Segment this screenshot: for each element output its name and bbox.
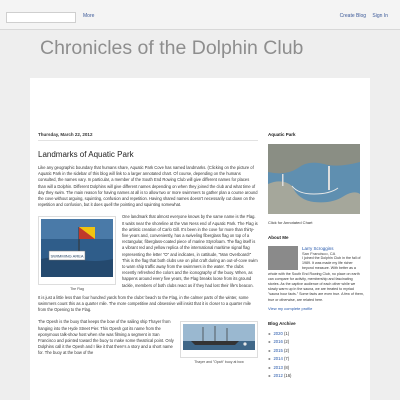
about-me-title: About Me [268, 235, 289, 240]
ship-photo-caption: Thayer and "Opah" buoy at bow [194, 360, 244, 365]
post-paragraph-4: The Opesh is the buoy that keeps the bow of the sailing ship Thayer from hanging into the Hyde Street Pier. This Opesh got its name from the eponymous talk-show host when she was filming a segment in San Francisco and pointed toward the buoy to make some theatrical point. Only Dolphins call it the Opesh and I like it that there's a story and a short name for. The buoy at the bow of the [38, 319, 174, 356]
create-blog-link[interactable]: Create Blog [339, 13, 367, 19]
expand-triangle-icon[interactable]: ► [268, 374, 272, 379]
post-paragraph-2: One landmark that almost everyone knows by the same name is the Flag. It waits near the shoreline at the Van Ness end of Aquatic Park. The Flag is the artistic creation of Carlo Gill. It's been in the cove for more than thirty-five years and, conveniently, has a swiveling fiberglass flag on top of a rectangular, fiberglass-coated piece of marine Styrofoam. The flag itself is a vibrant red and yellow replica of the international maritime signal flag representing the letter "O" and indicates, in cattitude, "Man Overboard!" This is the flag that both clubs use on pilot craft during an out-of-cove swim to warn ship traffic away from the swimmers in the water. The clubs recently refreshed the colors and the iconography of the buoy. When, as happens around every five years, the Flag breaks loose from its ground tackle, members of both clubs react as if they had lost their life's beacon. [122, 214, 258, 288]
post-title[interactable]: Landmarks of Aquatic Park [38, 150, 134, 159]
blog-title[interactable]: Chronicles of the Dolphin Club [40, 37, 304, 59]
expand-triangle-icon[interactable]: ► [268, 340, 272, 345]
archive-item[interactable] [268, 373, 364, 382]
author-name-link[interactable]: Larry Scroggins [302, 246, 334, 251]
archive-item[interactable] [268, 331, 364, 340]
archive-year[interactable]: 2013 [273, 364, 283, 370]
archive-year[interactable]: 2014 [273, 356, 283, 362]
ship-photo-frame [180, 321, 258, 358]
flag-photo[interactable] [38, 216, 116, 291]
blog-archive-title: Blog Archive [268, 320, 296, 326]
navbar-search-input[interactable] [6, 12, 76, 23]
sidebar [268, 132, 364, 382]
archive-item[interactable] [268, 356, 364, 365]
post-paragraph-1: Like any geographic boundary that humans share, Aquatic Park Cove has named landmarks. (Clicking on the picture of Aquatic Park in the sidebar of this blog will link to a larger annotated chart. Of course, depending on the humans consulted, the names vary. In particular, a member of the South End Rowing Club will give different names for places than will a Dolphin. Different Dolphins will give different names depending on when they joined the club and what time of day they swim. The main reason for having names at all is to allow two or more swimmers to gather plan a course around the cove without arguing, squinting, confusion and repetition. Having shared names doesn't necessarily cut down on the repetition and confusion, but it does quell the pointing and squinting somewhat. [38, 165, 258, 208]
ship-photo[interactable] [180, 321, 258, 364]
archive-count: (2) [283, 339, 290, 345]
archive-item[interactable] [268, 339, 364, 348]
navbar-more-link[interactable]: More [83, 13, 95, 19]
post-section-opesh [38, 319, 258, 365]
archive-count: (2) [283, 347, 290, 353]
navbar-account-links [335, 13, 388, 19]
sign-in-link[interactable]: Sign In [372, 13, 388, 19]
archive-count: (16) [283, 373, 292, 379]
archive-year[interactable]: 2015 [273, 347, 283, 353]
about-me-widget [268, 246, 364, 303]
content-area [30, 78, 370, 400]
post-date: Thursday, March 22, 2012 [38, 132, 258, 141]
flag-buoy-text: SWIMMING AREA [50, 253, 84, 259]
ship-image [183, 324, 255, 350]
archive-year[interactable]: 2016 [273, 339, 283, 345]
archive-item[interactable] [268, 348, 364, 357]
author-avatar[interactable] [268, 246, 298, 270]
flag-photo-frame [38, 216, 116, 285]
blog-archive-list [268, 331, 364, 382]
aquatic-park-map-link[interactable] [268, 144, 364, 219]
blogger-navbar [0, 0, 400, 30]
expand-triangle-icon[interactable]: ► [268, 365, 272, 370]
archive-count: (8) [283, 364, 290, 370]
archive-count: (7) [283, 356, 290, 362]
post-section-flag [38, 214, 258, 292]
author-location: San Francisco, CA [302, 251, 336, 256]
expand-triangle-icon[interactable]: ► [268, 357, 272, 362]
main-column [38, 132, 258, 366]
flag-buoy-image [41, 219, 113, 277]
aquatic-park-caption: Click for Annotated Chart [268, 220, 313, 225]
archive-year[interactable]: 2012 [273, 373, 283, 379]
author-bio: I joined the Dolphin Club in the fall of 1989. It was made my life richer beyond measure. With better as a whole with the South End Rowing Club, no place on earth can compare for activity, membership and fascinating stories. As the captive audience of each other while we slowly warm up in the sauna, we are treated to myriad "sauna hour facts." Some facts are even true. A few of them, true or otherwise, are related here. [268, 256, 364, 302]
aquatic-park-map-image [268, 144, 360, 214]
archive-count: (1) [283, 330, 290, 336]
archive-item[interactable] [268, 365, 364, 374]
post-paragraph-3: It is just a little less than four hundred yards from the clubs' beach to the Flag, in the calmer parts of the winter, some swimmers count this as a quarter mile. The more competitive and obsessive will insist that it is closer to a quarter mile from the Opening to the Flag. [38, 294, 251, 313]
archive-year[interactable]: 2020 [273, 330, 283, 336]
expand-triangle-icon[interactable]: ► [268, 348, 272, 353]
aquatic-park-widget-title: Aquatic Park [268, 132, 296, 137]
blog-header [30, 30, 370, 78]
view-profile-link[interactable]: View my complete profile [268, 305, 313, 311]
expand-triangle-icon[interactable]: ► [268, 331, 272, 336]
flag-photo-caption: The Flag [70, 287, 84, 292]
